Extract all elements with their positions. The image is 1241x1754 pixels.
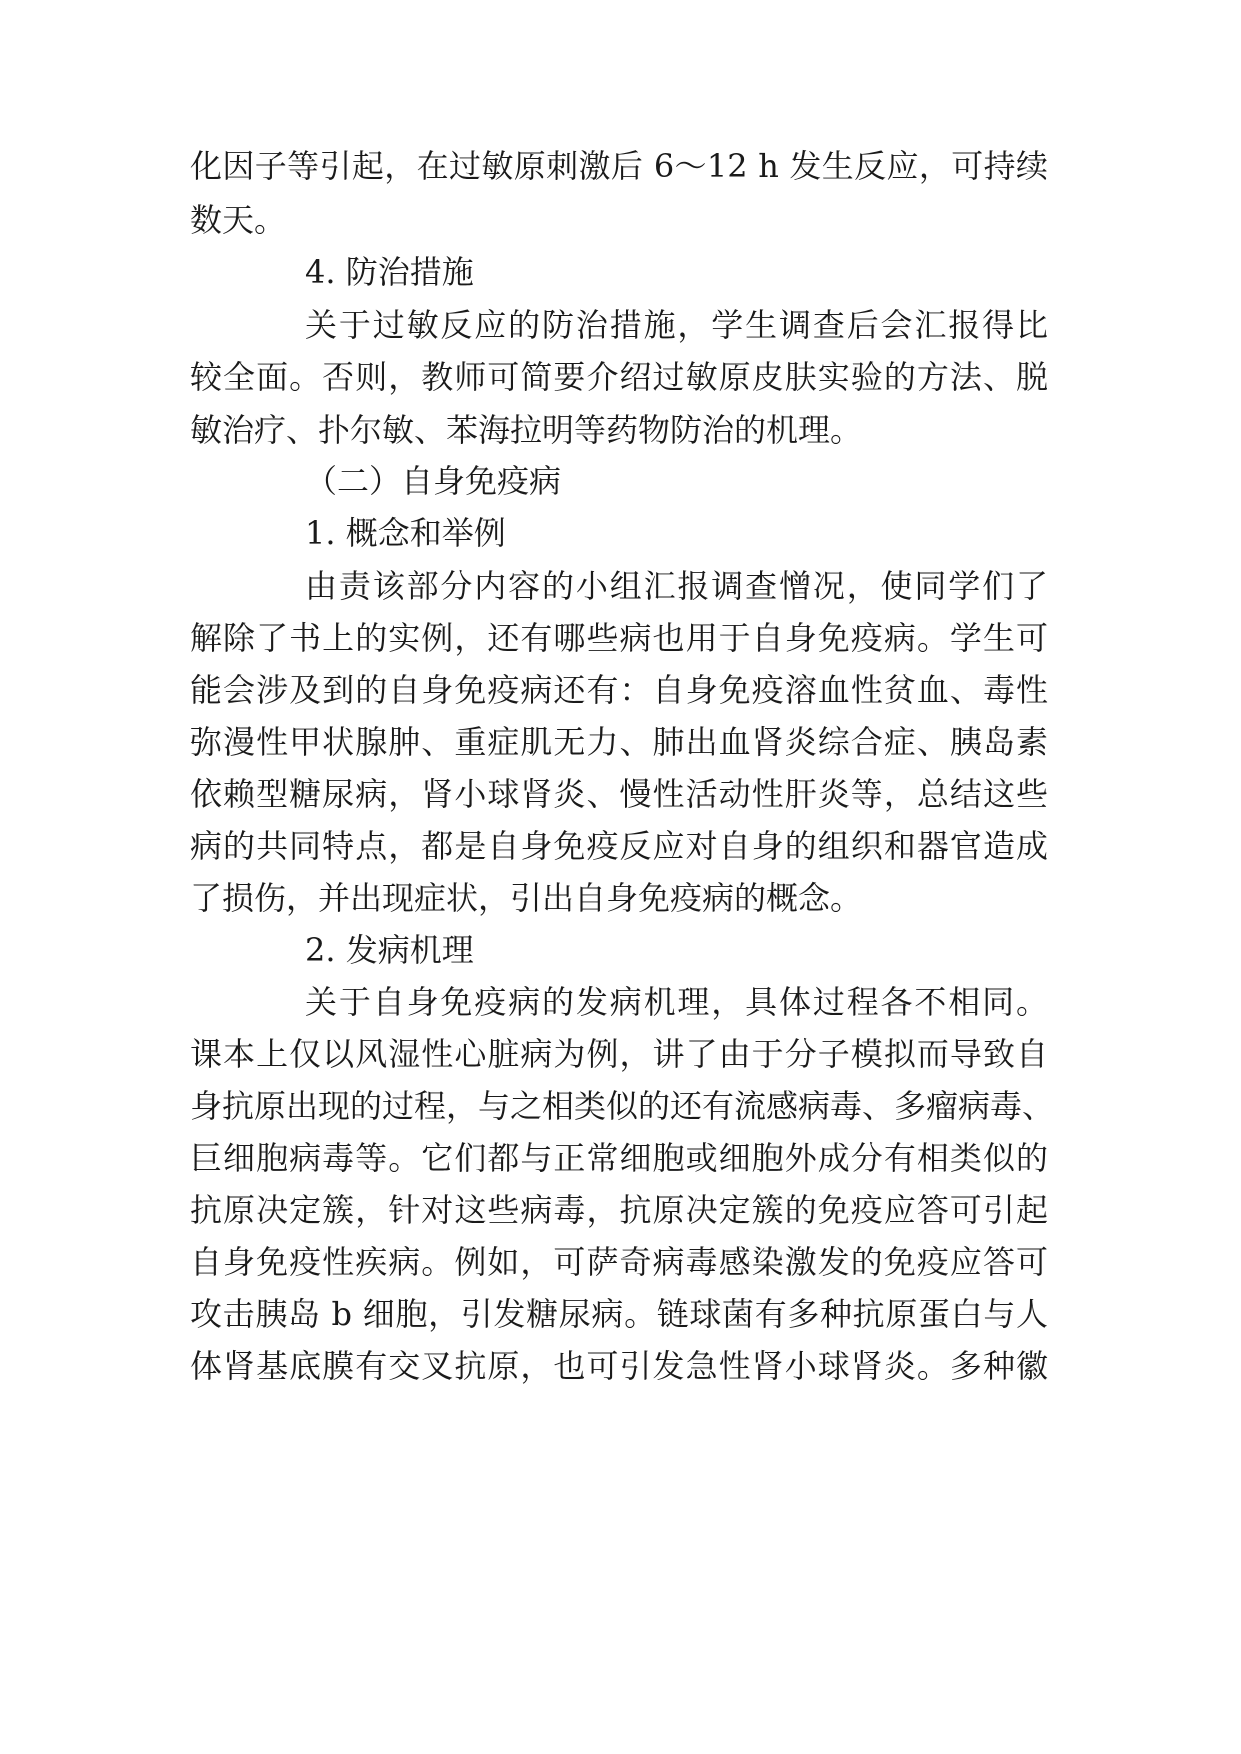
body-text-line: 数天。 <box>190 201 287 239</box>
body-text-line: 身抗原出现的过程，与之相类似的还有流感病毒、多瘤病毒、 <box>190 1087 1055 1125</box>
body-text-line: 能会涉及到的自身免疫病还有：自身免疫溶血性贫血、毒性 <box>190 671 1048 709</box>
body-text-line: 依赖型糖尿病，肾小球肾炎、慢性活动性肝炎等，总结这些 <box>190 775 1048 813</box>
body-text-line: 体肾基底膜有交叉抗原，也可引发急性肾小球肾炎。多种徽 <box>190 1347 1048 1385</box>
section-heading: 4. 防治措施 <box>305 253 474 291</box>
body-text-line: 巨细胞病毒等。它们都与正常细胞或细胞外成分有相类似的 <box>190 1139 1048 1177</box>
paragraph-first-line: 关于自身免疫病的发病机理，具体过程各不相同。 <box>305 983 1048 1021</box>
body-text-line: 较全面。否则，教师可简要介绍过敏原皮肤实验的方法、脱 <box>190 358 1048 396</box>
body-text-line: 了损伤，并出现症状，引出自身免疫病的概念。 <box>190 879 863 917</box>
body-text-line: 病的共同特点，都是自身免疫反应对自身的组织和器官造成 <box>190 827 1048 865</box>
body-text-line: 课本上仅以风湿性心脏病为例，讲了由于分子模拟而导致自 <box>190 1035 1048 1073</box>
body-text-line: 敏治疗、扑尔敏、苯海拉明等药物防治的机理。 <box>190 411 863 449</box>
body-text-line: 抗原决定簇，针对这些病毒，抗原决定簇的免疫应答可引起 <box>190 1191 1048 1229</box>
body-text-line: 化因子等引起，在过敏原刺激后 6～12 h 发生反应，可持续 <box>190 147 1048 185</box>
section-heading: 2. 发病机理 <box>305 931 474 969</box>
body-text-line: 自身免疫性疾病。例如，可萨奇病毒感染激发的免疫应答可 <box>190 1243 1048 1281</box>
body-text-line: 攻击胰岛 b 细胞，引发糖尿病。链球菌有多种抗原蛋白与人 <box>190 1295 1048 1333</box>
paragraph-first-line: 关于过敏反应的防治措施，学生调查后会汇报得比 <box>305 306 1048 344</box>
section-heading: （二）自身免疫病 <box>305 462 562 500</box>
body-text-line: 弥漫性甲状腺肿、重症肌无力、肺出血肾炎综合症、胰岛素 <box>190 723 1048 761</box>
body-text-line: 解除了书上的实例，还有哪些病也用于自身免疫病。学生可 <box>190 619 1048 657</box>
section-heading: 1. 概念和举例 <box>305 514 506 552</box>
paragraph-first-line: 由责该部分内容的小组汇报调查憎况，使同学们了 <box>305 567 1048 605</box>
